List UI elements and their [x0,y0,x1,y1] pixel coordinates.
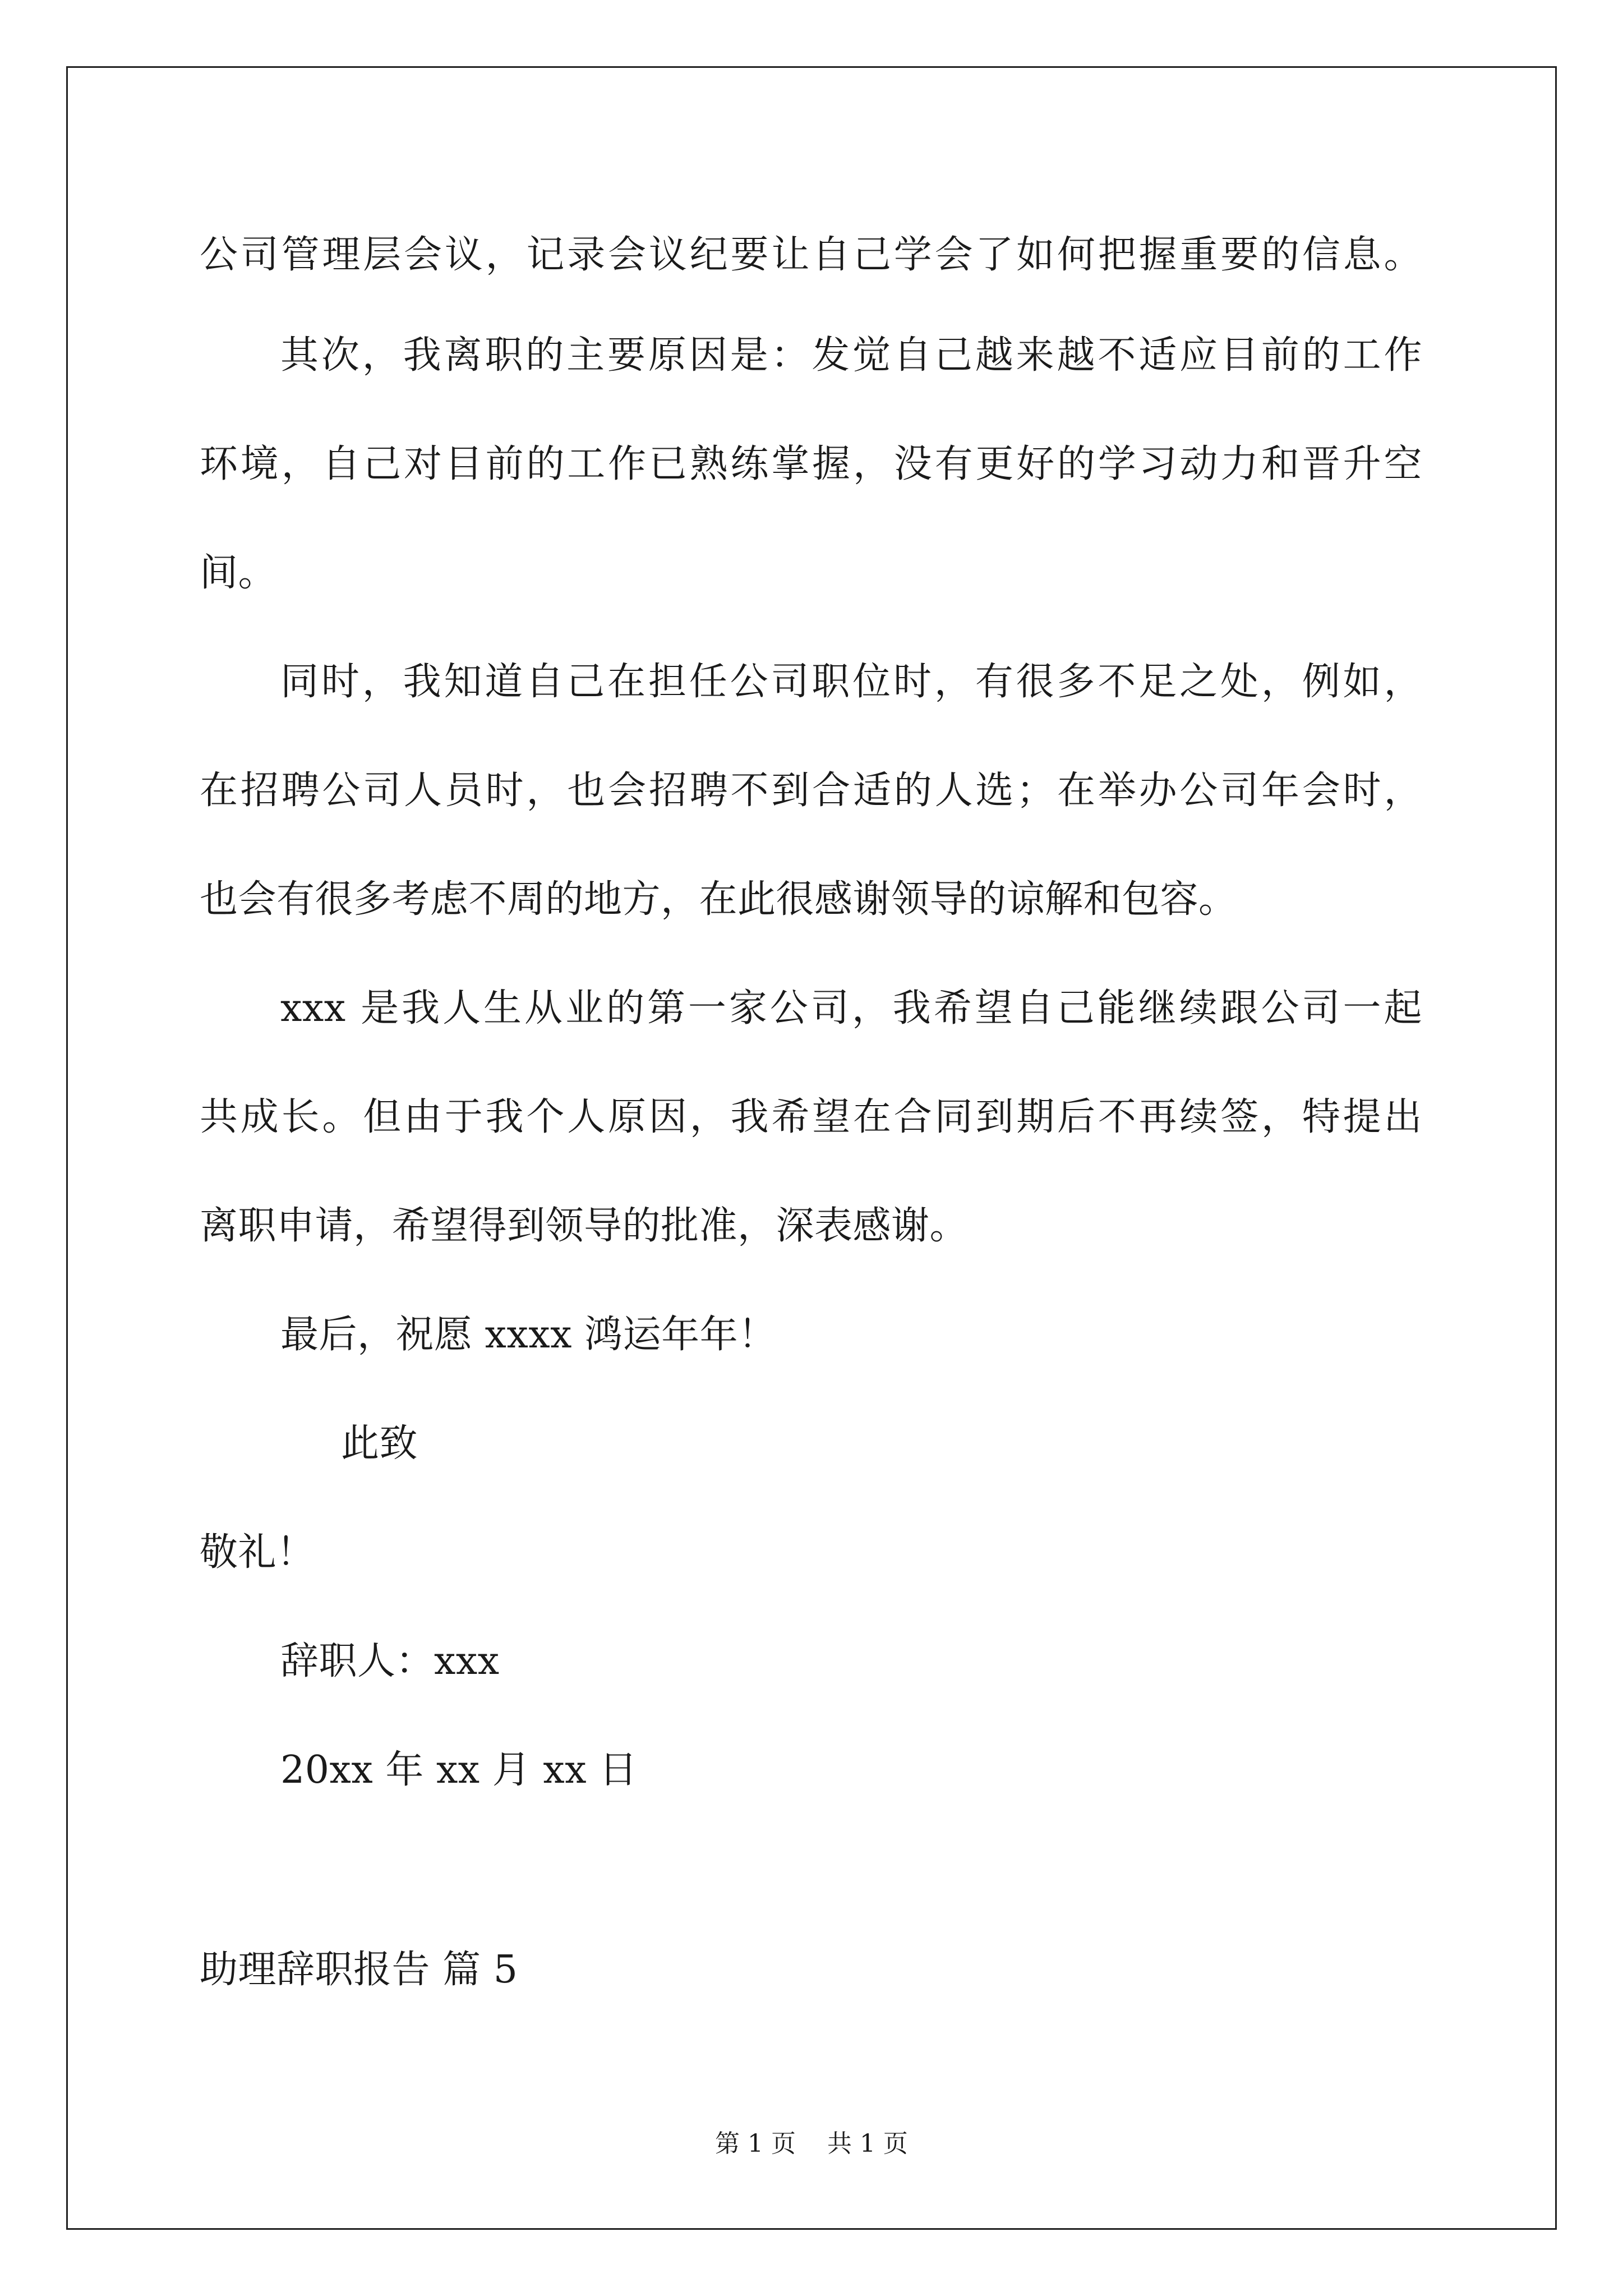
body-line-6: 在招聘公司人员时，也会招聘不到合适的人选；在举办公司年会时， [200,769,1422,813]
body-line-1: 公司管理层会议，记录会议纪要让自己学会了如何把握重要的信息。 [200,233,1422,277]
page-number: 第 1 页 [715,2129,796,2158]
salutation-jingli: 敬礼！ [200,1530,315,1575]
salutation-cizhi: 此致 [341,1421,418,1466]
signatory: 辞职人：xxx [280,1639,500,1683]
body-line-2: 其次，我离职的主要原因是：发觉自己越来越不适应目前的工作 [280,333,1422,378]
section-heading: 助理辞职报告 篇 5 [200,1948,518,1992]
body-line-5: 同时，我知道自己在担任公司职位时，有很多不足之处，例如， [280,660,1422,704]
body-line-8: xxx 是我人生从业的第一家公司，我希望自己能继续跟公司一起 [280,986,1422,1030]
page-total: 共 1 页 [827,2129,908,2158]
body-line-9: 共成长。但由于我个人原因，我希望在合同到期后不再续签，特提出 [200,1095,1422,1139]
closing-wish: 最后，祝愿 xxxx 鸿运年年！ [280,1313,777,1357]
date-line: 20xx 年 xx 月 xx 日 [280,1748,638,1792]
body-line-4: 间。 [200,551,277,595]
body-line-7: 也会有很多考虑不周的地方，在此很感谢领导的谅解和包容。 [200,877,1237,922]
page-footer [0,2129,1623,2158]
body-line-3: 环境，自己对目前的工作已熟练掌握，没有更好的学习动力和晋升空 [200,442,1422,486]
page-border [66,66,1557,2230]
body-line-10: 离职申请，希望得到领导的批准，深表感谢。 [200,1204,969,1248]
